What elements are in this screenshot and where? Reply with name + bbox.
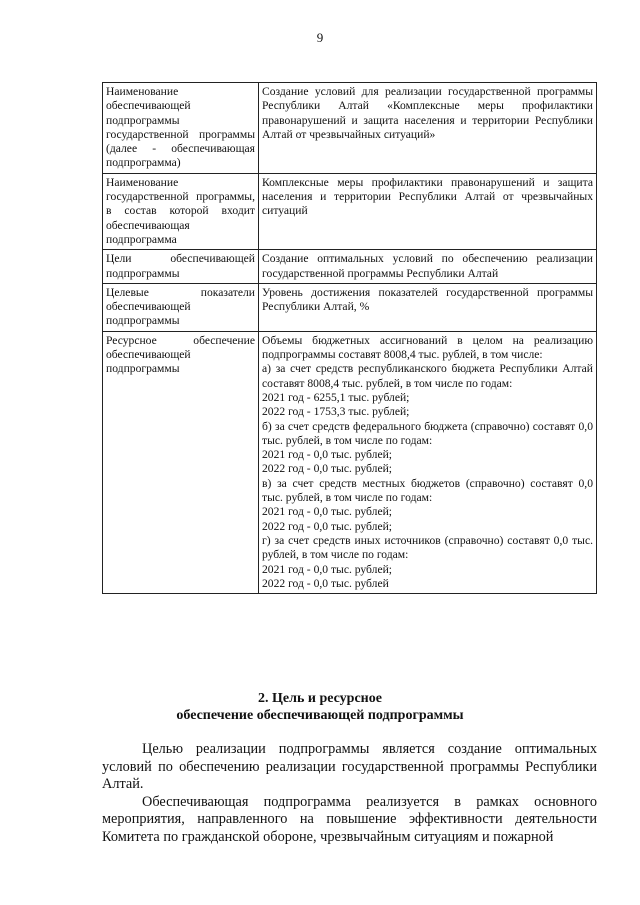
section-heading-line: обеспечение обеспечивающей подпрограммы xyxy=(176,708,464,723)
row-label: Ресурсное обеспечение обеспечивающей подпрограммы xyxy=(103,331,259,593)
value-line: 2021 год - 0,0 тыс. рублей; xyxy=(262,448,393,462)
row-value xyxy=(259,173,597,249)
value-line: 2021 год - 0,0 тыс. рублей; xyxy=(262,505,393,519)
value-line: 2022 год - 0,0 тыс. рублей xyxy=(262,576,389,590)
body-paragraph: Целью реализации подпрограммы является создание оптимальных условий по обеспечению реализации государственной программы Республики Алтай. xyxy=(102,741,597,792)
table-row xyxy=(103,250,597,284)
row-value xyxy=(259,83,597,174)
row-label: Наименование обеспечивающей подпрограммы государственной программы (далее - обеспечивающая подпрограмма) xyxy=(103,83,259,174)
value-line: Уровень достижения показателей государственной программы Республики Алтай, % xyxy=(262,285,593,314)
value-line: Комплексные меры профилактики правонарушений и защита населения и территории Республики Алтай от чрезвычайных ситуаций xyxy=(262,175,593,218)
value-line: 2021 год - 6255,1 тыс. рублей; xyxy=(262,390,410,404)
value-line: 2022 год - 1753,3 тыс. рублей; xyxy=(262,405,410,419)
row-value xyxy=(259,283,597,331)
section-heading xyxy=(0,690,640,724)
row-label: Цели обеспечивающей подпрограммы xyxy=(103,250,259,284)
row-value xyxy=(259,331,597,593)
subprogram-passport-table xyxy=(102,82,597,594)
value-line: г) за счет средств иных источников (справочно) составят 0,0 тыс. рублей, в том числе по годам: xyxy=(262,533,593,562)
page-number: 9 xyxy=(316,30,324,45)
table-row xyxy=(103,283,597,331)
row-label: Целевые показатели обеспечивающей подпрограммы xyxy=(103,283,259,331)
value-line: 2021 год - 0,0 тыс. рублей; xyxy=(262,562,393,576)
value-line: 2022 год - 0,0 тыс. рублей; xyxy=(262,519,393,533)
row-label: Наименование государственной программы, в состав которой входит обеспечивающая подпрограмма xyxy=(103,173,259,249)
table-row xyxy=(103,83,597,174)
body-paragraph: Обеспечивающая подпрограмма реализуется в рамках основного мероприятия, направленного на повышение эффективности деятельности Комитета по гражданской обороне, чрезвычайным ситуациям и пожарной xyxy=(102,793,597,845)
table-row xyxy=(103,331,597,593)
value-line: Объемы бюджетных ассигнований в целом на реализацию подпрограммы составят 8008,4 тыс. рублей, в том числе: xyxy=(262,333,593,362)
table-row xyxy=(103,173,597,249)
section-body xyxy=(102,741,597,846)
value-line: а) за счет средств республиканского бюджета Республики Алтай составят 8008,4 тыс. рублей, в том числе по годам: xyxy=(262,362,593,390)
section-heading-line: 2. Цель и ресурсное xyxy=(258,691,382,706)
value-line: 2022 год - 0,0 тыс. рублей; xyxy=(262,462,393,476)
value-line: в) за счет средств местных бюджетов (справочно) составят 0,0 тыс. рублей, в том числе по годам: xyxy=(262,476,593,505)
value-line: б) за счет средств федерального бюджета (справочно) составят 0,0 тыс. рублей, в том числе по годам: xyxy=(262,419,593,447)
value-line: Создание оптимальных условий по обеспечению реализации государственной программы Республики Алтай xyxy=(262,252,593,280)
row-value xyxy=(259,250,597,284)
value-line: Создание условий для реализации государственной программы Республики Алтай «Комплексные меры профилактики правонарушений и защита населения и территории Республики Алтай от чрезвычайных ситуаций» xyxy=(262,85,593,141)
